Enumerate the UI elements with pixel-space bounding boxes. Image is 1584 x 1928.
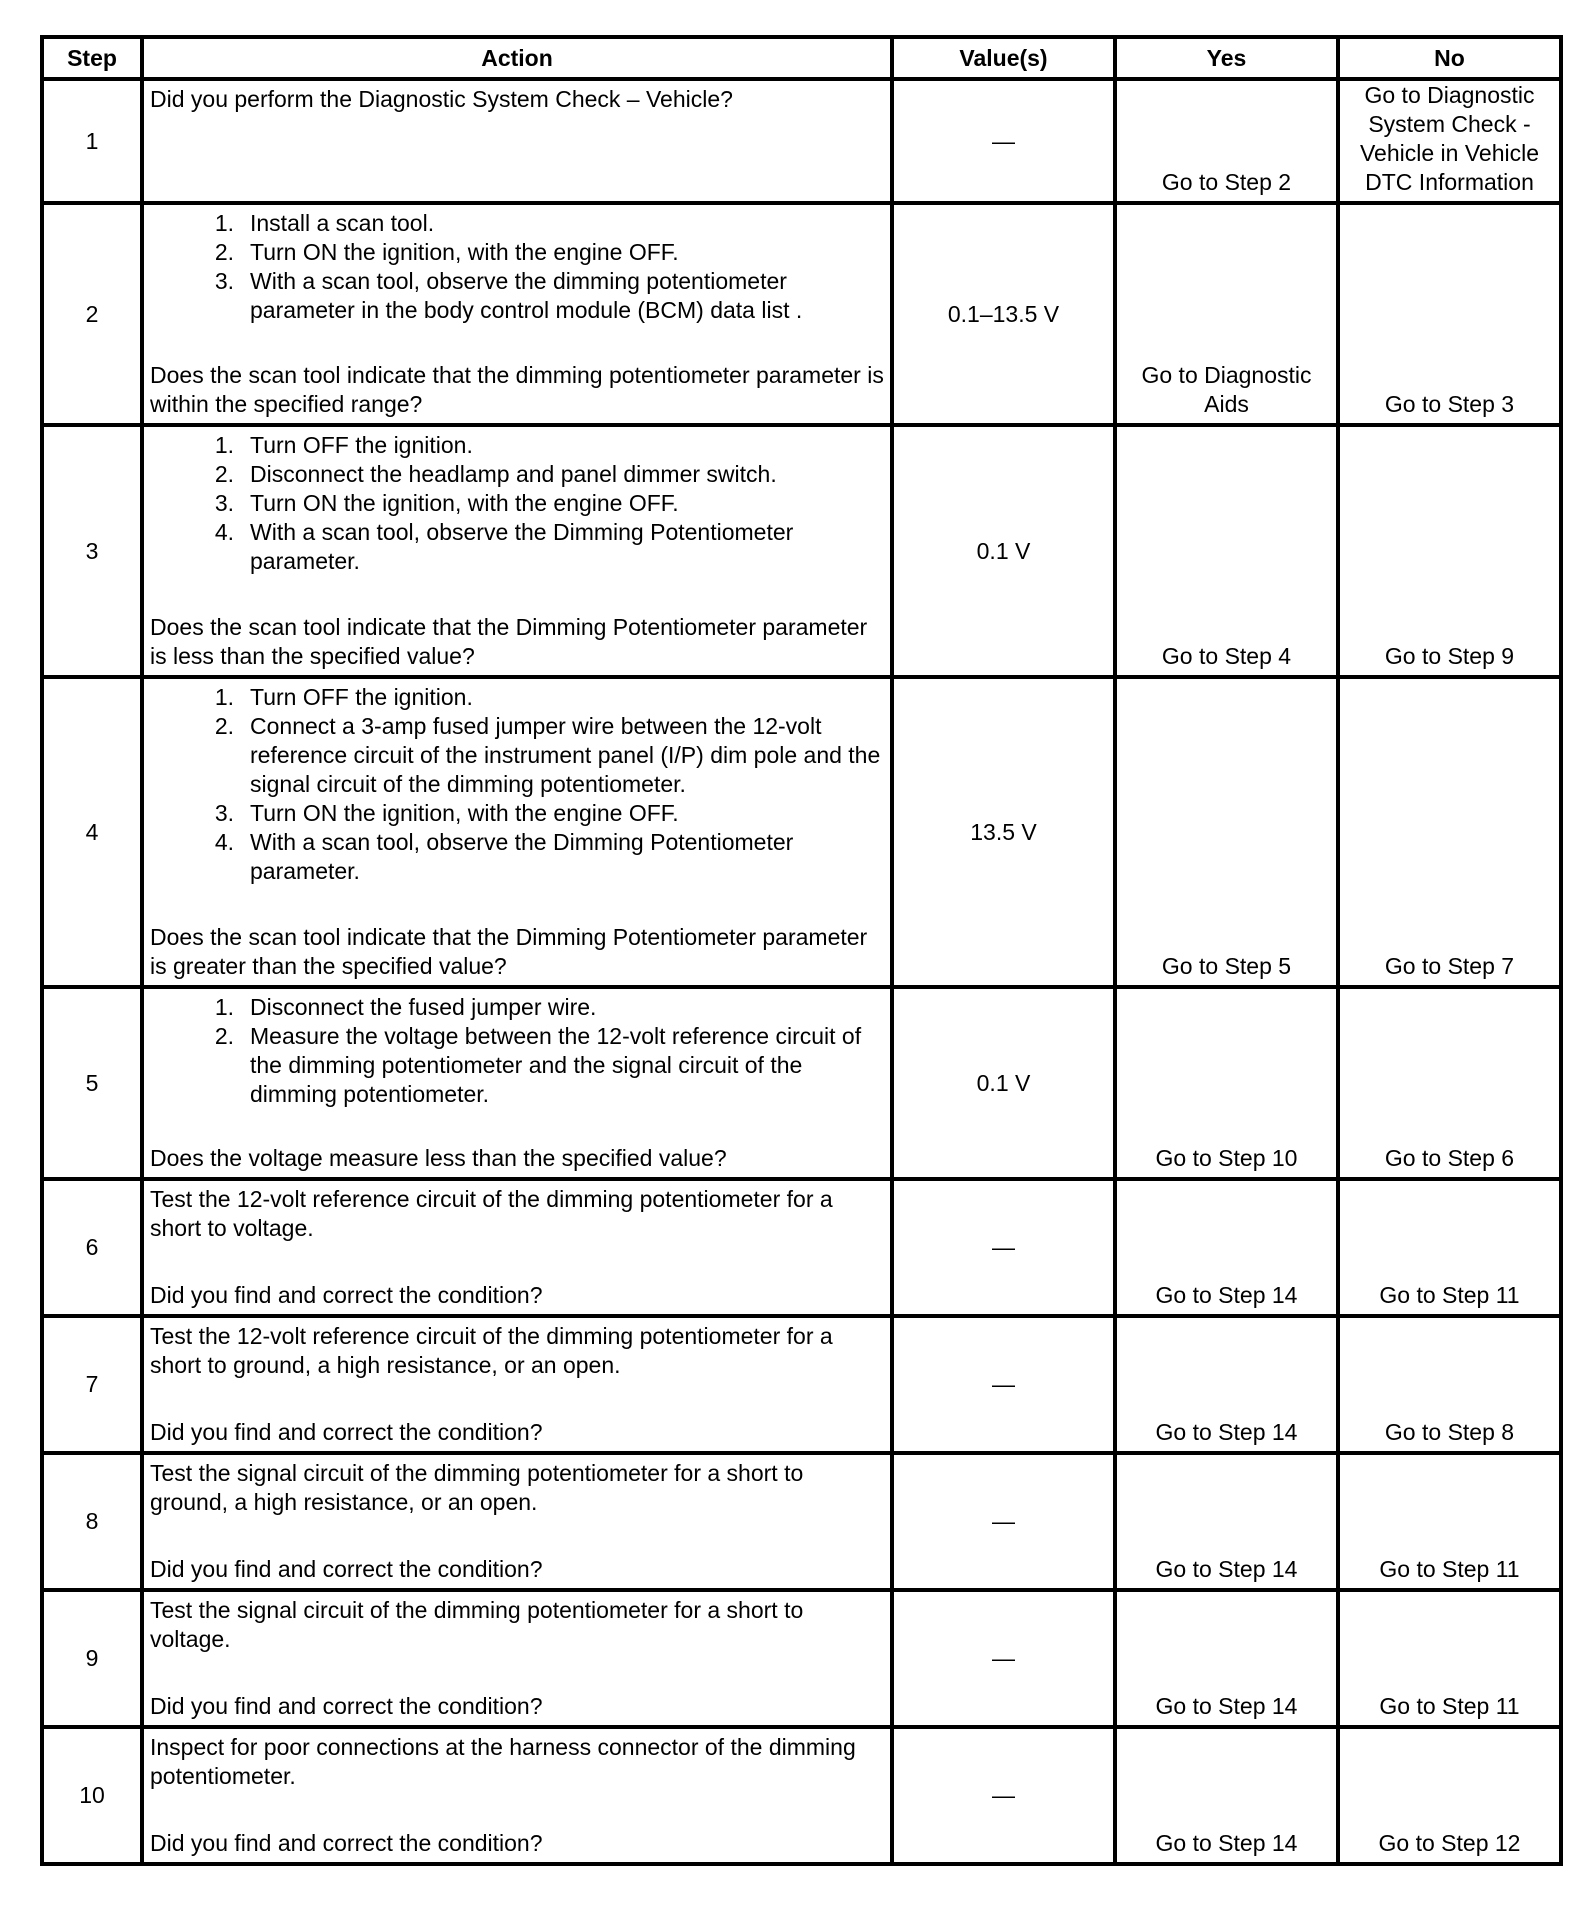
action-cell: [142, 203, 892, 425]
list-item-number: 1.: [214, 210, 234, 236]
no-cell: Go to Step 8: [1338, 1316, 1561, 1453]
action-question: Did you find and correct the condition?: [150, 1693, 543, 1719]
action-instruction: Test the 12-volt reference circuit of the dimming potentiometer for a short to voltage.: [150, 1186, 833, 1241]
list-item: [204, 799, 884, 828]
list-item-number: 1.: [214, 994, 234, 1020]
list-item-number: 2.: [214, 461, 234, 487]
action-cell: [142, 1590, 892, 1727]
table-row: [42, 987, 1561, 1179]
step-number: 5: [42, 987, 142, 1179]
action-steps-list: [150, 431, 884, 576]
value-cell: —: [892, 1590, 1115, 1727]
value-cell: —: [892, 1179, 1115, 1316]
step-number: 2: [42, 203, 142, 425]
list-item-text: Turn OFF the ignition.: [250, 684, 473, 710]
list-item-text: With a scan tool, observe the Dimming Potentiometer parameter.: [250, 829, 794, 884]
table-row: [42, 1179, 1561, 1316]
yes-cell: Go to Step 4: [1115, 425, 1338, 677]
yes-cell: Go to Step 14: [1115, 1316, 1338, 1453]
action-question: Does the voltage measure less than the specified value?: [150, 1145, 727, 1171]
header-row: [42, 37, 1561, 79]
no-cell: Go to Step 12: [1338, 1727, 1561, 1864]
table-row: [42, 1727, 1561, 1864]
action-cell: [142, 1179, 892, 1316]
action-question: Did you find and correct the condition?: [150, 1830, 543, 1856]
yes-cell: Go to Step 14: [1115, 1727, 1338, 1864]
no-cell: Go to Step 3: [1338, 203, 1561, 425]
step-number: 6: [42, 1179, 142, 1316]
step-number: 10: [42, 1727, 142, 1864]
action-cell: [142, 1316, 892, 1453]
action-question: Does the scan tool indicate that the dimming potentiometer parameter is within the specified range?: [150, 362, 884, 417]
action-instruction: Test the 12-volt reference circuit of the dimming potentiometer for a short to ground, a high resistance, or an open.: [150, 1323, 833, 1378]
yes-cell: Go to Step 14: [1115, 1179, 1338, 1316]
value-cell: 0.1 V: [892, 425, 1115, 677]
list-item-number: 2.: [214, 713, 234, 739]
diagnostic-table: [40, 35, 1563, 1866]
no-cell: Go to Step 9: [1338, 425, 1561, 677]
header-action: Action: [142, 37, 892, 79]
action-steps-list: [150, 993, 884, 1109]
list-item-text: Disconnect the headlamp and panel dimmer switch.: [250, 461, 777, 487]
list-item-text: Turn OFF the ignition.: [250, 432, 473, 458]
list-item-text: With a scan tool, observe the dimming potentiometer parameter in the body control module (BCM) data list .: [250, 268, 803, 323]
action-instruction: Test the signal circuit of the dimming potentiometer for a short to voltage.: [150, 1597, 804, 1652]
value-cell: 13.5 V: [892, 677, 1115, 987]
list-item: [204, 238, 884, 267]
list-item-text: Turn ON the ignition, with the engine OFF.: [250, 490, 679, 516]
table-row: [42, 1316, 1561, 1453]
action-cell: [142, 1727, 892, 1864]
yes-cell: Go to Step 14: [1115, 1590, 1338, 1727]
table-row: [42, 1590, 1561, 1727]
list-item-text: With a scan tool, observe the Dimming Potentiometer parameter.: [250, 519, 794, 574]
list-item-text: Measure the voltage between the 12-volt reference circuit of the dimming potentiometer and the signal circuit of the dimming potentiometer.: [250, 1023, 862, 1107]
yes-cell: Go to Diagnostic Aids: [1115, 203, 1338, 425]
list-item-number: 2.: [214, 239, 234, 265]
list-item: [204, 431, 884, 460]
list-item-text: Install a scan tool.: [250, 210, 435, 236]
header-step: Step: [42, 37, 142, 79]
action-question: Did you find and correct the condition?: [150, 1419, 543, 1445]
no-cell: Go to Step 6: [1338, 987, 1561, 1179]
action-instruction: Inspect for poor connections at the harness connector of the dimming potentiometer.: [150, 1734, 856, 1789]
action-question: Does the scan tool indicate that the Dimming Potentiometer parameter is less than the specified value?: [150, 614, 868, 669]
action-question: Did you find and correct the condition?: [150, 1556, 543, 1582]
list-item: [204, 460, 884, 489]
action-cell: [142, 425, 892, 677]
list-item: [204, 518, 884, 576]
yes-cell: Go to Step 2: [1115, 79, 1338, 203]
table-row: [42, 79, 1561, 203]
list-item: [204, 267, 884, 325]
header-no: No: [1338, 37, 1561, 79]
no-cell: Go to Diagnostic System Check - Vehicle in Vehicle DTC Information: [1338, 79, 1561, 203]
action-question: Did you perform the Diagnostic System Check – Vehicle?: [150, 86, 733, 112]
diagnostic-table-container: [40, 35, 1563, 1866]
value-cell: —: [892, 79, 1115, 203]
step-number: 7: [42, 1316, 142, 1453]
list-item: [204, 712, 884, 799]
value-cell: 0.1 V: [892, 987, 1115, 1179]
action-question: Does the scan tool indicate that the Dimming Potentiometer parameter is greater than the specified value?: [150, 924, 868, 979]
list-item: [204, 209, 884, 238]
value-cell: —: [892, 1727, 1115, 1864]
action-instruction: Test the signal circuit of the dimming potentiometer for a short to ground, a high resistance, or an open.: [150, 1460, 804, 1515]
header-yes: Yes: [1115, 37, 1338, 79]
step-number: 3: [42, 425, 142, 677]
value-cell: 0.1–13.5 V: [892, 203, 1115, 425]
step-number: 1: [42, 79, 142, 203]
list-item-number: 4.: [214, 519, 234, 545]
table-row: [42, 203, 1561, 425]
action-steps-list: [150, 683, 884, 886]
list-item: [204, 828, 884, 886]
list-item-number: 3.: [214, 800, 234, 826]
list-item-number: 1.: [214, 432, 234, 458]
action-cell: [142, 79, 892, 203]
list-item-text: Turn ON the ignition, with the engine OFF.: [250, 800, 679, 826]
no-cell: Go to Step 7: [1338, 677, 1561, 987]
list-item-number: 4.: [214, 829, 234, 855]
value-cell: —: [892, 1453, 1115, 1590]
action-steps-list: [150, 209, 884, 325]
action-cell: [142, 1453, 892, 1590]
table-row: [42, 677, 1561, 987]
list-item: [204, 1022, 884, 1109]
list-item-text: Disconnect the fused jumper wire.: [250, 994, 597, 1020]
step-number: 8: [42, 1453, 142, 1590]
yes-cell: Go to Step 14: [1115, 1453, 1338, 1590]
action-question: Did you find and correct the condition?: [150, 1282, 543, 1308]
header-values: Value(s): [892, 37, 1115, 79]
step-number: 9: [42, 1590, 142, 1727]
table-row: [42, 1453, 1561, 1590]
list-item: [204, 489, 884, 518]
list-item-number: 2.: [214, 1023, 234, 1049]
list-item: [204, 993, 884, 1022]
step-number: 4: [42, 677, 142, 987]
yes-cell: Go to Step 10: [1115, 987, 1338, 1179]
action-cell: [142, 677, 892, 987]
yes-cell: Go to Step 5: [1115, 677, 1338, 987]
no-cell: Go to Step 11: [1338, 1179, 1561, 1316]
list-item-text: Connect a 3-amp fused jumper wire between the 12-volt reference circuit of the instrument panel (I/P) dim pole and the signal circuit of the dimming potentiometer.: [250, 713, 881, 797]
no-cell: Go to Step 11: [1338, 1453, 1561, 1590]
list-item-number: 3.: [214, 268, 234, 294]
list-item: [204, 683, 884, 712]
action-cell: [142, 987, 892, 1179]
list-item-number: 1.: [214, 684, 234, 710]
list-item-text: Turn ON the ignition, with the engine OFF.: [250, 239, 679, 265]
list-item-number: 3.: [214, 490, 234, 516]
table-row: [42, 425, 1561, 677]
no-cell: Go to Step 11: [1338, 1590, 1561, 1727]
value-cell: —: [892, 1316, 1115, 1453]
